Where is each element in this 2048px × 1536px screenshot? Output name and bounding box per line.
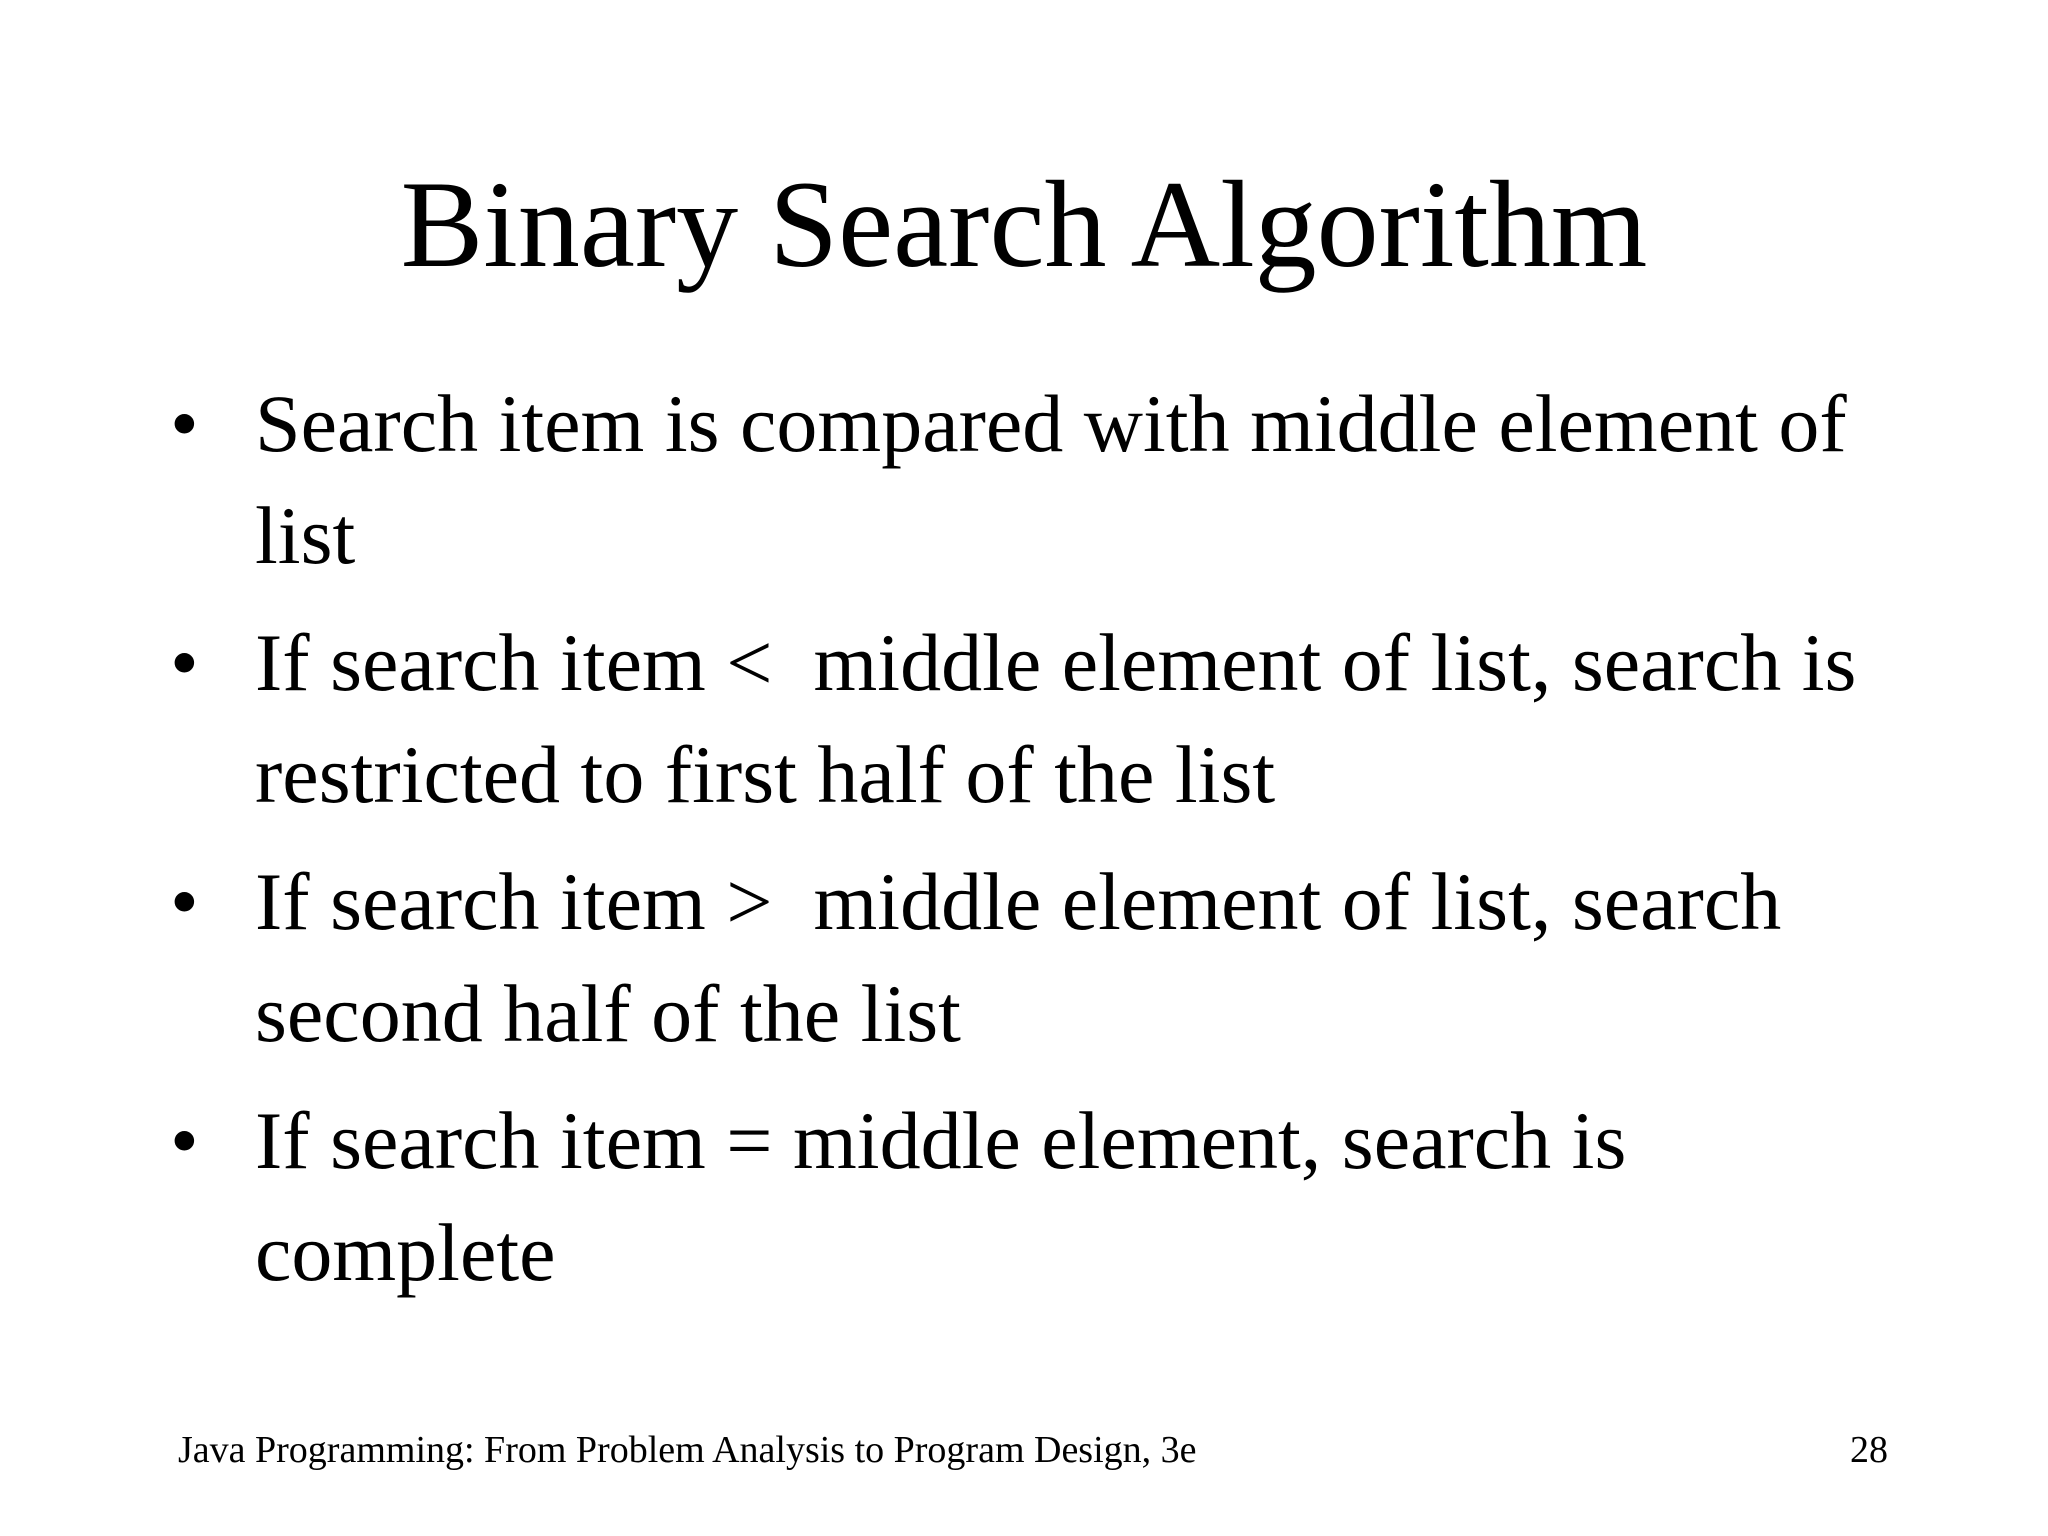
bullet-icon: • xyxy=(170,617,199,708)
bullet-item xyxy=(170,607,1890,831)
bullet-text: If search item = middle element, search is complete xyxy=(255,1095,1627,1298)
bullet-icon: • xyxy=(170,378,199,469)
bullet-icon: • xyxy=(170,1095,199,1186)
bullet-icon: • xyxy=(170,856,199,947)
footer-book-title: Java Programming: From Problem Analysis to Program Design, 3e xyxy=(178,1429,1197,1471)
page-number: 28 xyxy=(1850,1429,1888,1471)
bullet-text: If search item < middle element of list, search is restricted to first half of the list xyxy=(255,617,1877,820)
bullet-item xyxy=(170,846,1890,1070)
bullet-list xyxy=(170,368,1890,1324)
bullet-item xyxy=(170,1085,1890,1309)
bullet-item xyxy=(170,368,1890,592)
slide-title: Binary Search Algorithm xyxy=(400,156,1648,293)
bullet-text: Search item is compared with middle element of list xyxy=(255,378,1847,581)
bullet-text: If search item > middle element of list, search second half of the list xyxy=(255,856,1802,1059)
